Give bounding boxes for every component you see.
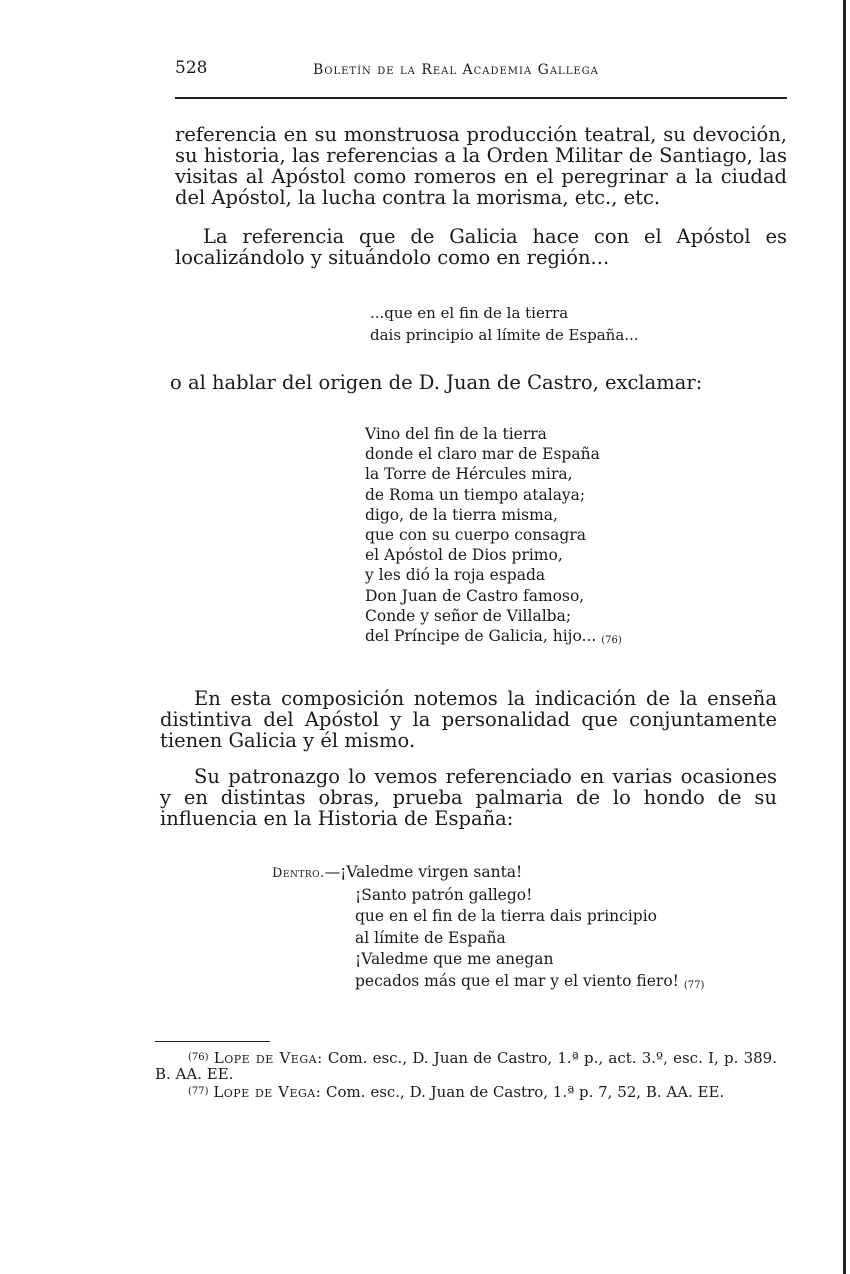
paragraph-1: referencia en su monstruosa producción teatral, su devoción, su historia, las referencias a la Orden Militar de Santiago, las visitas al Apóstol como romeros en el peregrinar a la ciudad del Apóstol, la lucha contra la morisma, etc., etc. bbox=[175, 123, 787, 209]
note-reference: (76) bbox=[601, 635, 622, 647]
footnote-number: (77) bbox=[188, 1086, 209, 1097]
footnote-text: Com. esc., D. Juan de Castro, 1.ª p., act. 3.º, esc. I, p. 389. B. AA. EE. bbox=[155, 1049, 777, 1083]
verse-line: el Apóstol de Dios primo, bbox=[365, 546, 563, 565]
paragraph-4: En esta composición notemos la indicación de la enseña distintiva del Apóstol y la personalidad que conjuntamente tienen Galicia y él mismo. bbox=[160, 687, 777, 752]
dialog-quote bbox=[272, 862, 704, 996]
verse-line bbox=[365, 626, 622, 651]
verse-quote-1 bbox=[370, 302, 639, 346]
verse-line: Don Juan de Castro famoso, bbox=[365, 586, 585, 605]
running-title: Boletín de la Real Academia Gallega bbox=[313, 62, 599, 78]
page-number: 528 bbox=[175, 58, 208, 78]
verse-line-text: del Príncipe de Galicia, hijo... bbox=[365, 627, 597, 646]
verse-line: donde el claro mar de España bbox=[365, 445, 600, 464]
footnote-77 bbox=[155, 1084, 777, 1101]
dialog-line bbox=[355, 971, 704, 997]
paragraph-3: o al hablar del origen de D. Juan de Castro, exclamar: bbox=[170, 371, 703, 394]
verse-line: dais principio al límite de España... bbox=[370, 326, 639, 344]
footnotes bbox=[155, 1050, 777, 1103]
verse-line: Vino del fin de la tierra bbox=[365, 425, 547, 443]
footnote-number: (76) bbox=[188, 1052, 209, 1063]
note-reference: (77) bbox=[683, 979, 705, 991]
header-rule bbox=[175, 97, 787, 99]
verse-line: ...que en el fin de la tierra bbox=[370, 304, 569, 322]
dialog-line-text: ¡Valedme virgen santa! bbox=[340, 863, 523, 881]
speaker-label: Dentro. bbox=[272, 866, 325, 881]
page-header bbox=[175, 58, 787, 98]
verse-line: Conde y señor de Villalba; bbox=[365, 606, 572, 625]
dialog-line: al límite de España bbox=[355, 928, 506, 947]
dialog-line: ¡Valedme que me anegan bbox=[355, 950, 554, 968]
verse-line: y les dió la roja espada bbox=[365, 566, 546, 585]
footnote-text: Com. esc., D. Juan de Castro, 1.ª p. 7, 52, B. AA. EE. bbox=[326, 1083, 725, 1101]
footnote-76 bbox=[155, 1050, 777, 1082]
dialog-line: ¡Santo patrón gallego! bbox=[355, 885, 533, 904]
verse-line: digo, de la tierra misma, bbox=[365, 505, 558, 524]
dialog-line bbox=[272, 862, 704, 885]
dialog-lines bbox=[272, 862, 704, 996]
dialog-line-text: pecados más que el mar y el viento fiero! bbox=[355, 971, 679, 990]
footnote-author: Lope de Vega: bbox=[213, 1049, 323, 1067]
paragraph-2: La referencia que de Galicia hace con el Apóstol es localizándolo y situándolo como en región... bbox=[175, 225, 787, 269]
verse-line: que con su cuerpo consagra bbox=[365, 526, 586, 545]
dialog-dash: — bbox=[324, 863, 341, 881]
footnote-author: Lope de Vega: bbox=[213, 1083, 322, 1101]
verse-line: de Roma un tiempo atalaya; bbox=[365, 485, 586, 504]
page-edge-shadow bbox=[843, 0, 846, 1274]
verse-quote-2 bbox=[365, 424, 622, 651]
paragraph-5: Su patronazgo lo vemos referenciado en varias ocasiones y en distintas obras, prueba palmaria de lo hondo de su influencia en la Historia de España: bbox=[160, 765, 777, 830]
verse-line: la Torre de Hércules mira, bbox=[365, 465, 573, 484]
footnote-rule bbox=[155, 1041, 270, 1042]
dialog-line: que en el fin de la tierra dais principio bbox=[355, 907, 658, 925]
